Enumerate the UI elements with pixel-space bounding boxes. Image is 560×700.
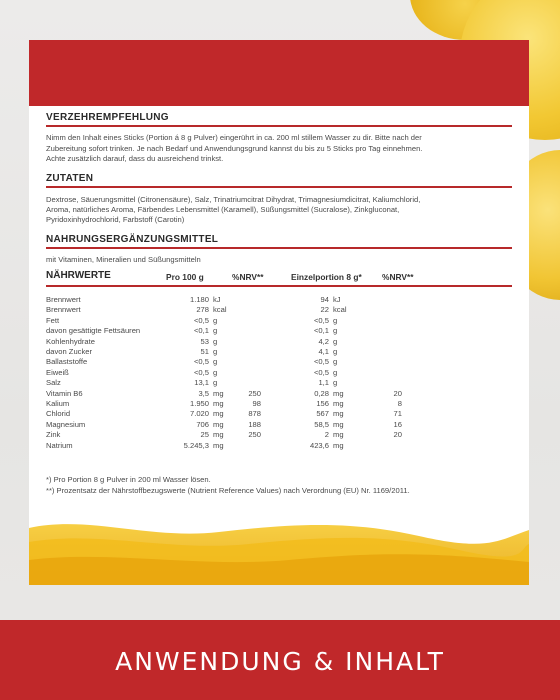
cell-v2: 22 [320,305,329,315]
naehrwerte-title: NÄHRWERTE [46,270,111,281]
cell-name: Kalium [46,399,70,408]
cell-name: Eiweiß [46,367,69,377]
cell-name: Fett [46,315,60,325]
cell-v2: 94 [320,295,329,304]
table-row [29,295,529,305]
header-nrv-2: %NRV** [382,272,414,282]
cell-v2: 0,28 [314,388,329,398]
cell-u1: g [213,347,218,356]
section-divider [46,247,512,249]
cell-v2: 4,2 [318,336,329,346]
cell-u1: g [213,357,218,367]
cell-v1: 51 [200,347,209,356]
cell-name: Brennwert [46,305,81,315]
cell-v2: <0,5 [314,315,329,325]
cell-n2: 71 [393,409,402,419]
nem-title: NAHRUNGSERGÄNZUNGSMITTEL [46,234,219,245]
cell-u1: g [213,315,218,325]
cell-u2: kJ [333,295,341,304]
cell-n1: 98 [252,399,261,408]
verzehr-title: VERZEHREMPFEHLUNG [46,112,169,123]
cell-u2: g [333,378,338,388]
table-row [29,399,529,409]
table-row [29,357,529,367]
cell-u2: g [333,336,338,346]
header-portion: Einzelportion 8 g* [291,272,362,282]
table-row [29,441,529,451]
table-row [29,389,529,399]
cell-v2: <0,1 [314,326,329,336]
table-row [29,368,529,378]
cell-v1: 5.245,3 [183,440,209,450]
zutaten-title: ZUTATEN [46,173,94,184]
card-red-header [29,40,529,106]
cell-name: Salz [46,378,61,388]
cell-n1: 188 [248,419,261,429]
cell-name: Vitamin B6 [46,388,83,398]
juice-wave-decoration [29,510,529,585]
cell-v2: 156 [316,399,329,408]
section-divider [46,285,512,287]
footnote-2: **) Prozentsatz der Nährstoffbezugswerte (Nutrient Reference Values) nach Verordnung (EU) Nr. 1169/2011. [46,486,410,495]
cell-u1: mg [213,399,224,408]
cell-n1: 878 [248,409,261,419]
cell-u2: mg [333,430,344,440]
section-divider [46,125,512,127]
header-per100: Pro 100 g [166,272,204,282]
table-row [29,326,529,336]
zutaten-line-2: Aroma, natürliches Aroma, Färbendes Lebensmittel (Karamell), Süßungsmittel (Sucralose), Zinkgluconat, [46,205,400,214]
nem-line-1: mit Vitaminen, Mineralien und Süßungsmitteln [46,255,201,264]
info-card [29,40,529,585]
cell-n2: 16 [393,419,402,429]
zutaten-line-3: Pyridoxinhydrochlorid, Farbstoff (Carotin) [46,215,185,224]
cell-u2: mg [333,409,344,419]
bottom-banner [0,620,560,700]
cell-n1: 250 [248,430,261,440]
table-row [29,430,529,440]
cell-v1: 1.180 [189,295,209,304]
cell-u2: g [333,326,338,336]
cell-v1: 706 [196,419,209,429]
cell-u1: mg [213,409,224,419]
cell-v1: 25 [200,430,209,440]
cell-u2: g [333,347,338,356]
cell-u2: mg [333,399,344,408]
cell-u1: kJ [213,295,221,304]
table-row [29,378,529,388]
cell-u1: mg [213,440,224,450]
verzehr-line-2: Zubereitung sofort trinken. Je nach Bedarf und Anwendungsgrund kannst du bis zu 5 Sticks pro Tag einnehmen. [46,144,423,153]
cell-n2: 20 [393,430,402,440]
cell-v2: 4,1 [318,347,329,356]
cell-name: Zink [46,430,61,440]
cell-name: Magnesium [46,419,86,429]
cell-v2: 58,5 [314,419,329,429]
cell-u2: mg [333,440,344,450]
cell-v2: <0,5 [314,357,329,367]
cell-v1: 1.950 [189,399,209,408]
verzehr-line-3: Achte zusätzlich darauf, dass du ausreichend trinkst. [46,154,224,163]
cell-name: Kohlenhydrate [46,336,95,346]
cell-u1: kcal [213,305,227,315]
cell-name: Natrium [46,440,73,450]
cell-u2: mg [333,388,344,398]
table-row [29,316,529,326]
cell-name: davon gesättigte Fettsäuren [46,326,141,336]
cell-v1: <0,5 [194,315,209,325]
cell-name: Ballaststoffe [46,357,88,367]
cell-u1: g [213,367,218,377]
cell-n2: 20 [393,388,402,398]
cell-u1: mg [213,419,224,429]
cell-u2: mg [333,419,344,429]
cell-name: Brennwert [46,295,81,304]
cell-v2: 423,6 [309,440,329,450]
table-row [29,409,529,419]
table-row [29,305,529,315]
section-divider [46,186,512,188]
table-row [29,337,529,347]
table-row [29,347,529,357]
cell-v2: 1,1 [318,378,329,388]
cell-v1: <0,5 [194,357,209,367]
footnote-1: *) Pro Portion 8 g Pulver in 200 ml Wasser lösen. [46,475,211,484]
cell-v2: 2 [324,430,329,440]
cell-n2: 8 [397,399,402,408]
cell-v1: <0,1 [194,326,209,336]
banner-title: ANWENDUNG & INHALT [115,647,445,676]
verzehr-line-1: Nimm den Inhalt eines Sticks (Portion á 8 g Pulver) eingerührt in ca. 200 ml stillem Wasser zu dir. Bitte nach der [46,133,422,142]
cell-u2: kcal [333,305,347,315]
cell-n1: 250 [248,388,261,398]
cell-name: davon Zucker [46,347,93,356]
cell-v1: 13,1 [194,378,209,388]
cell-name: Chlorid [46,409,71,419]
cell-u1: g [213,378,218,388]
cell-u1: g [213,326,218,336]
cell-v1: 7.020 [189,409,209,419]
cell-u1: g [213,336,218,346]
cell-u1: mg [213,388,224,398]
cell-v2: <0,5 [314,367,329,377]
cell-u2: g [333,357,338,367]
cell-u1: mg [213,430,224,440]
cell-v1: 53 [200,336,209,346]
header-nrv-1: %NRV** [232,272,264,282]
cell-u2: g [333,367,338,377]
cell-u2: g [333,315,338,325]
cell-v1: 3,5 [198,388,209,398]
table-row [29,420,529,430]
cell-v1: 278 [196,305,209,315]
cell-v1: <0,5 [194,367,209,377]
cell-v2: 567 [316,409,329,419]
zutaten-line-1: Dextrose, Säuerungsmittel (Citronensäure), Salz, Trinatriumcitrat Dihydrat, Trimagnesiumdicitrat, Kaliumchlorid, [46,195,421,204]
